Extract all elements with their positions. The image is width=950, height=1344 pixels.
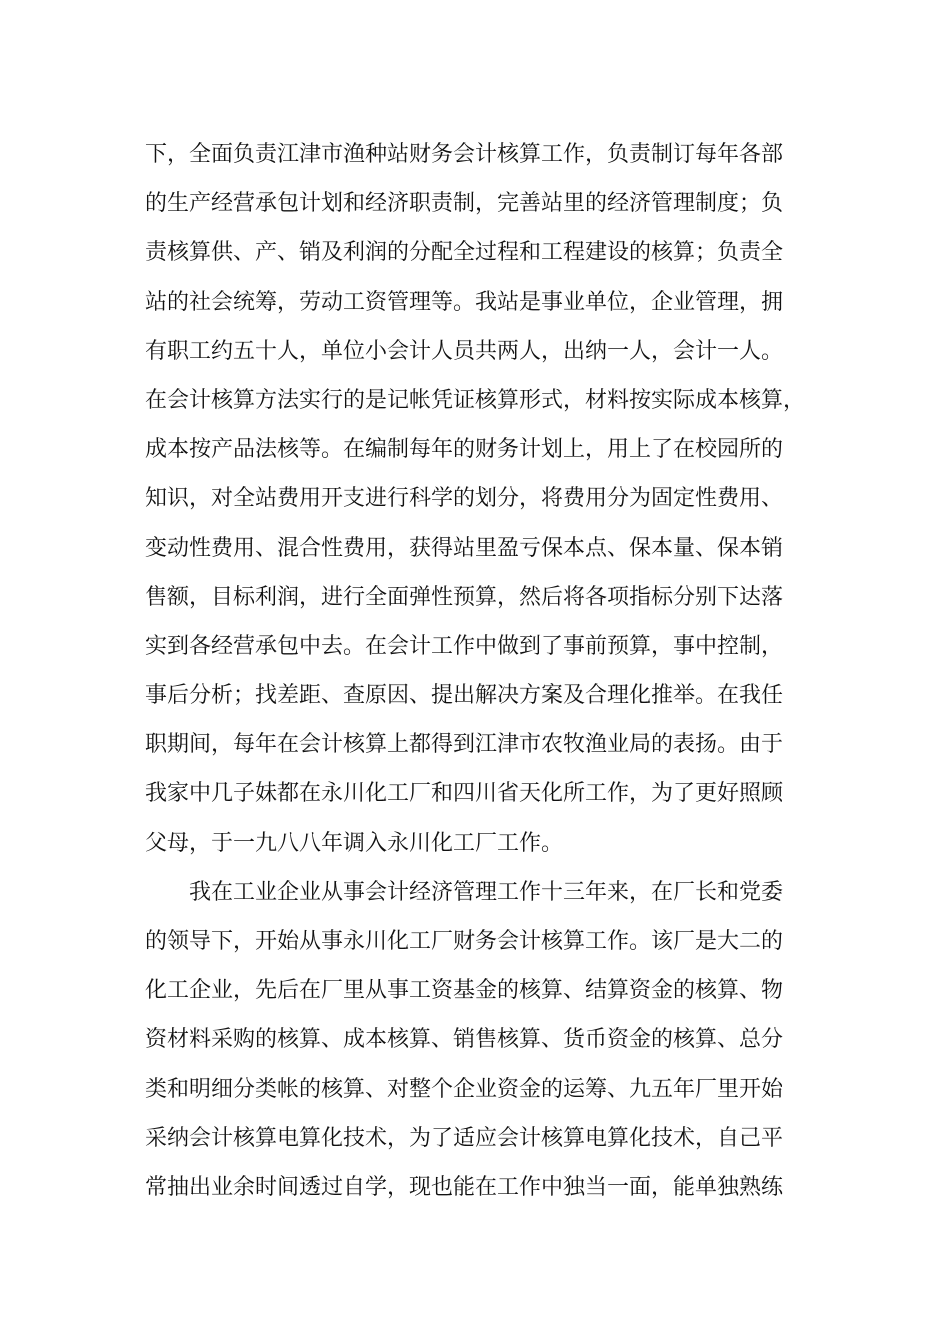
text-line: 的领导下，开始从事永川化工厂财务会计核算工作。该厂是大二的 (145, 929, 784, 954)
text-line: 实到各经营承包中去。在会计工作中做到了事前预算，事中控制， (145, 633, 784, 659)
text-line: 我在工业企业从事会计经济管理工作十三年来，在厂长和党委 (189, 879, 784, 905)
body-text (145, 130, 815, 1212)
text-line: 化工企业，先后在厂里从事工资基金的核算、结算资金的核算、物 (145, 978, 784, 1004)
text-line: 采纳会计核算电算化技术，为了适应会计核算电算化技术，自己平 (145, 1125, 784, 1151)
text-line: 的生产经营承包计划和经济职责制，完善站里的经济管理制度；负 (145, 191, 784, 217)
text-line: 职期间，每年在会计核算上都得到江津市农牧渔业局的表扬。由于 (145, 732, 784, 758)
text-line: 下，全面负责江津市渔种站财务会计核算工作，负责制订每年各部 (145, 142, 784, 167)
text-line: 在会计核算方法实行的是记帐凭证核算形式，材料按实际成本核算， (145, 387, 806, 413)
text-line: 售额，目标利润，进行全面弹性预算，然后将各项指标分别下达落 (145, 584, 784, 610)
text-line: 成本按产品法核等。在编制每年的财务计划上，用上了在校园所的 (145, 437, 784, 463)
text-line: 父母，于一九八八年调入永川化工厂工作。 (145, 830, 564, 856)
text-line: 站的社会统筹，劳动工资管理等。我站是事业单位，企业管理，拥 (145, 289, 784, 315)
text-line: 常抽出业余时间透过自学，现也能在工作中独当一面，能单独熟练 (145, 1174, 784, 1200)
text-line: 类和明细分类帐的核算、对整个企业资金的运筹、九五年厂里开始 (145, 1076, 784, 1102)
text-line: 变动性费用、混合性费用，获得站里盈亏保本点、保本量、保本销 (145, 535, 784, 561)
text-line: 我家中几子妹都在永川化工厂和四川省天化所工作，为了更好照顾 (145, 781, 784, 807)
text-line: 资材料采购的核算、成本核算、销售核算、货币资金的核算、总分 (145, 1027, 784, 1053)
text-line: 责核算供、产、销及利润的分配全过程和工程建设的核算；负责全 (145, 240, 784, 266)
text-line: 事后分析；找差距、查原因、提出解决方案及合理化推举。在我任 (145, 683, 784, 709)
text-line: 有职工约五十人，单位小会计人员共两人，出纳一人，会计一人。 (145, 338, 784, 364)
text-line: 知识，对全站费用开支进行科学的划分，将费用分为固定性费用、 (145, 486, 784, 512)
